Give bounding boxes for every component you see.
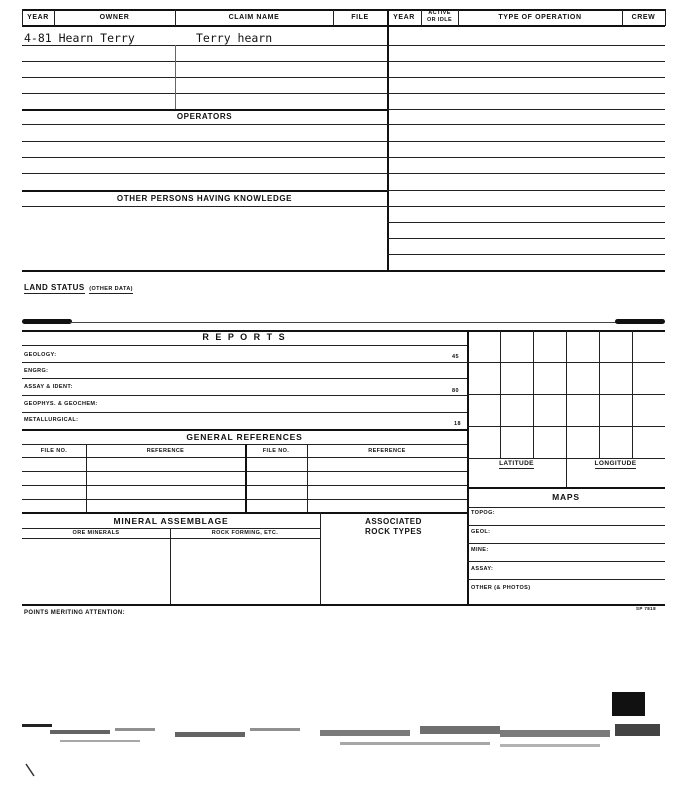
row-line [22,61,387,62]
row-line [467,525,665,526]
row-line [22,206,387,207]
latitude-text: LATITUDE [499,460,534,467]
ref-col-divider [245,444,247,513]
scan-artifact-band [0,690,678,806]
operators-label: OPERATORS [176,112,233,121]
report-geophys-label: GEOPHYS. & GEOCHEM: [24,401,98,407]
header-year-right: YEAR [393,14,415,21]
associated-line1: ASSOCIATED [365,517,422,526]
row-line [22,538,320,539]
row-line [387,173,665,174]
row-line [467,561,665,562]
land-status-sub: (OTHER DATA) [89,286,133,292]
col-reference-1: REFERENCE [146,448,185,454]
owner-divider [175,45,176,109]
land-status-label: LAND STATUS [24,283,85,292]
header-owner: OWNER [99,14,130,21]
longitude-label [566,461,665,468]
row-line [387,254,665,255]
row-line [387,190,665,191]
maps-topog-label: TOPOG: [471,510,495,516]
handwritten-owner-entry: 4-81 Hearn Terry [24,31,135,45]
lat-long-divider [566,458,567,487]
row-line [387,93,665,94]
row-line [387,61,665,62]
header-file: FILE [351,14,369,21]
header-underline [22,25,665,27]
divider-tab-left [22,319,72,324]
header-active-line2: OR IDLE [426,17,453,23]
row-line [22,395,467,396]
general-ref-top-line [22,429,467,431]
row-line [22,77,387,78]
header-year: YEAR [27,14,49,21]
maps-geol-label: GEOL: [471,529,491,535]
longitude-text: LONGITUDE [594,460,637,467]
header-crew: CREW [631,14,656,21]
report-geology-label: GEOLOGY: [24,352,57,358]
row-line [387,157,665,158]
maps-mine-label: MINE: [471,547,489,553]
row-line [387,206,665,207]
center-divider [387,9,389,271]
row-line [22,528,320,529]
other-persons-label: OTHER PERSONS HAVING KNOWLEDGE [116,194,293,203]
general-references-title: GENERAL REFERENCES [186,432,303,442]
col-file-no-1: FILE NO. [40,448,68,454]
row-line [22,141,387,142]
top-table-bottom [22,270,665,272]
row-line [22,45,387,46]
operators-top-line [22,109,387,111]
row-line [387,45,665,46]
mineral-top-line [22,512,467,514]
header-active-line1: ACTIVE [428,10,451,16]
row-line [387,109,665,110]
bottom-section-line [22,604,665,606]
land-status [24,277,133,295]
form-code: SP 7818 [636,606,656,611]
other-persons-top-line [22,190,387,192]
row-line [22,157,387,158]
grid-line [467,426,665,427]
header-type-of-operation: TYPE OF OPERATION [498,14,582,21]
col-file-no-2: FILE NO. [262,448,290,454]
maps-assay-label: ASSAY: [471,566,494,572]
report-geology-num: 45 [452,354,459,360]
row-line [387,222,665,223]
mineral-col-divider [170,528,171,604]
row-line [22,93,387,94]
row-line [22,412,467,413]
report-metallurgical-label: METALLURGICAL: [24,417,79,423]
associated-line2: ROCK TYPES [364,527,422,536]
row-line [467,543,665,544]
grid-line [467,362,665,363]
maps-title: MAPS [552,492,580,502]
report-assay-label: ASSAY & IDENT: [24,384,73,390]
report-assay-num: 80 [452,388,459,394]
ore-minerals-label: ORE MINERALS [72,530,120,536]
header-claim-name: CLAIM NAME [228,14,280,21]
maps-other-label: OTHER (& PHOTOS) [471,585,531,591]
row-line [387,77,665,78]
row-line [22,173,387,174]
points-meriting-attention: POINTS MERITING ATTENTION: [24,610,126,616]
row-line [387,141,665,142]
report-metallurgical-num: 18 [454,421,461,427]
handwritten-claim-entry: Terry hearn [196,31,273,45]
rock-forming-label: ROCK FORMING, ETC. [211,530,279,536]
mineral-assemblage-title: MINERAL ASSEMBLAGE [113,516,229,526]
col-reference-2: REFERENCE [368,448,406,454]
row-line [22,362,467,363]
header-divider [665,9,666,26]
row-line [467,507,665,508]
row-line [467,579,665,580]
row-line [22,124,387,125]
reports-title: R E P O R T S [202,332,287,342]
row-line [387,124,665,125]
grid-line [467,394,665,395]
divider-tab-right [615,319,665,324]
ref-col-divider [86,444,87,513]
reports-top-line [22,330,665,332]
ref-col-divider [307,444,308,513]
maps-top-line [467,487,665,489]
row-line [22,378,467,379]
top-border [22,9,665,11]
section-divider [70,322,620,323]
report-engrg-label: ENGRG: [24,368,49,374]
reports-title-line [22,345,467,346]
associated-rock-types [320,517,467,537]
row-line [387,238,665,239]
latitude-label [467,461,566,468]
